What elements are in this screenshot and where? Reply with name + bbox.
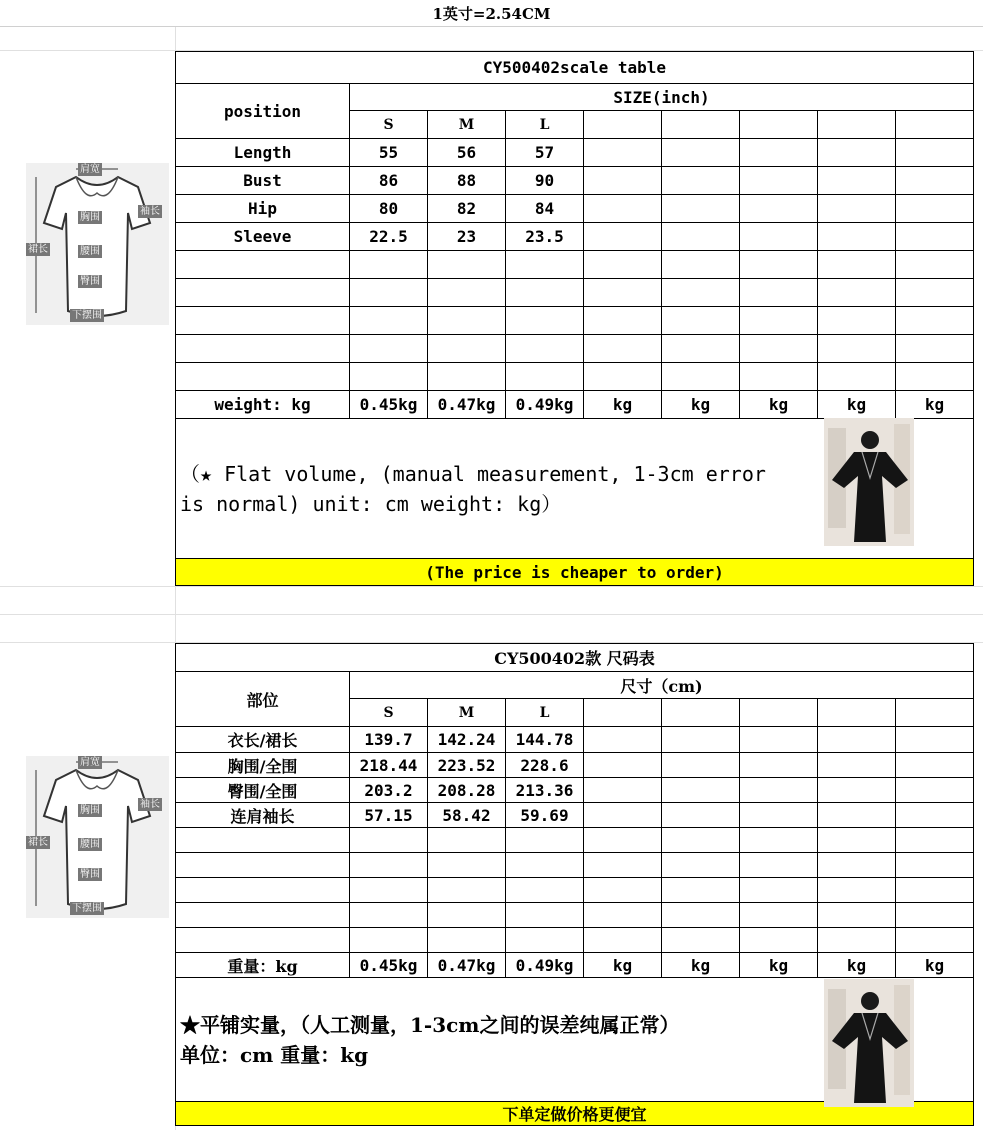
weight-value: kg: [818, 953, 896, 978]
cell-value: 139.7: [350, 727, 428, 753]
note-text: （★ Flat volume, (manual measurement, 1-3cm error is normal) unit: cm weight: kg）: [180, 461, 766, 516]
conversion-header: 1英寸=2.54CM: [0, 0, 983, 27]
weight-value: 0.49kg: [506, 953, 584, 978]
hip-label: 臀围: [80, 276, 100, 287]
hem-label: 下摆围: [72, 903, 102, 914]
position-header: position: [176, 84, 350, 139]
length-label: 裙长: [28, 244, 48, 255]
cell-value: 82: [428, 195, 506, 223]
row-label: Hip: [176, 195, 350, 223]
sleeve-label: 袖长: [140, 799, 160, 810]
garment-size-diagram: [26, 756, 169, 918]
cell-value: 203.2: [350, 778, 428, 803]
table-title: CY500402scale table: [176, 52, 974, 84]
weight-value: kg: [584, 391, 662, 419]
size-m: M: [428, 111, 506, 139]
cell-value: 84: [506, 195, 584, 223]
note-line-1: ★平铺实量，（人工测量，1-3cm之间的误差纯属正常）: [180, 1012, 680, 1037]
cell-value: 22.5: [350, 223, 428, 251]
cell-value: 59.69: [506, 803, 584, 828]
size-s: S: [350, 111, 428, 139]
row-label: 臀围/全围: [176, 778, 350, 803]
cell-value: 23.5: [506, 223, 584, 251]
price-footer: 下单定做价格更便宜: [176, 1102, 974, 1126]
cell-value: 142.24: [428, 727, 506, 753]
cell-value: 213.36: [506, 778, 584, 803]
chest-label: 胸围: [80, 212, 100, 223]
model-photo: [824, 979, 914, 1107]
weight-value: kg: [662, 953, 740, 978]
weight-value: 0.45kg: [350, 391, 428, 419]
row-label: 衣长/裙长: [176, 727, 350, 753]
hip-label: 臀围: [80, 869, 100, 880]
shoulder-label: 肩宽: [80, 757, 100, 768]
garment-size-diagram: [26, 163, 169, 325]
cell-value: 57: [506, 139, 584, 167]
waist-label: 腰围: [80, 839, 100, 850]
size-header: 尺寸（cm): [350, 672, 974, 699]
sleeve-label: 袖长: [140, 206, 160, 217]
weight-label: weight: kg: [176, 391, 350, 419]
position-header: 部位: [176, 672, 350, 727]
weight-value: kg: [740, 391, 818, 419]
size-s: S: [350, 699, 428, 727]
weight-value: 0.45kg: [350, 953, 428, 978]
waist-label: 腰围: [80, 246, 100, 257]
weight-value: 0.47kg: [428, 391, 506, 419]
cell-value: 218.44: [350, 753, 428, 778]
cell-value: 57.15: [350, 803, 428, 828]
cell-value: 23: [428, 223, 506, 251]
table-title: CY500402款 尺码表: [176, 644, 974, 672]
length-label: 裙长: [28, 837, 48, 848]
cell-value: 55: [350, 139, 428, 167]
cell-value: 86: [350, 167, 428, 195]
weight-label: 重量：kg: [176, 953, 350, 978]
cell-value: 223.52: [428, 753, 506, 778]
row-label: Bust: [176, 167, 350, 195]
cell-value: 144.78: [506, 727, 584, 753]
price-footer: (The price is cheaper to order): [176, 559, 974, 586]
row-label: 连肩袖长: [176, 803, 350, 828]
weight-value: kg: [740, 953, 818, 978]
weight-value: 0.49kg: [506, 391, 584, 419]
cell-value: 88: [428, 167, 506, 195]
weight-value: kg: [896, 953, 974, 978]
size-l: L: [506, 699, 584, 727]
cell-value: 80: [350, 195, 428, 223]
size-l: L: [506, 111, 584, 139]
weight-value: kg: [818, 391, 896, 419]
cell-value: 56: [428, 139, 506, 167]
weight-value: kg: [584, 953, 662, 978]
cell-value: 208.28: [428, 778, 506, 803]
chest-label: 胸围: [80, 805, 100, 816]
weight-value: 0.47kg: [428, 953, 506, 978]
size-m: M: [428, 699, 506, 727]
cell-value: 228.6: [506, 753, 584, 778]
size-header: SIZE(inch): [350, 84, 974, 111]
hem-label: 下摆围: [72, 310, 102, 321]
weight-value: kg: [662, 391, 740, 419]
weight-value: kg: [896, 391, 974, 419]
row-label: 胸围/全围: [176, 753, 350, 778]
note-line-2: 单位：cm 重量：kg: [180, 1042, 369, 1067]
model-photo: [824, 418, 914, 546]
row-label: Length: [176, 139, 350, 167]
row-label: Sleeve: [176, 223, 350, 251]
cell-value: 90: [506, 167, 584, 195]
cell-value: 58.42: [428, 803, 506, 828]
shoulder-label: 肩宽: [80, 164, 100, 175]
